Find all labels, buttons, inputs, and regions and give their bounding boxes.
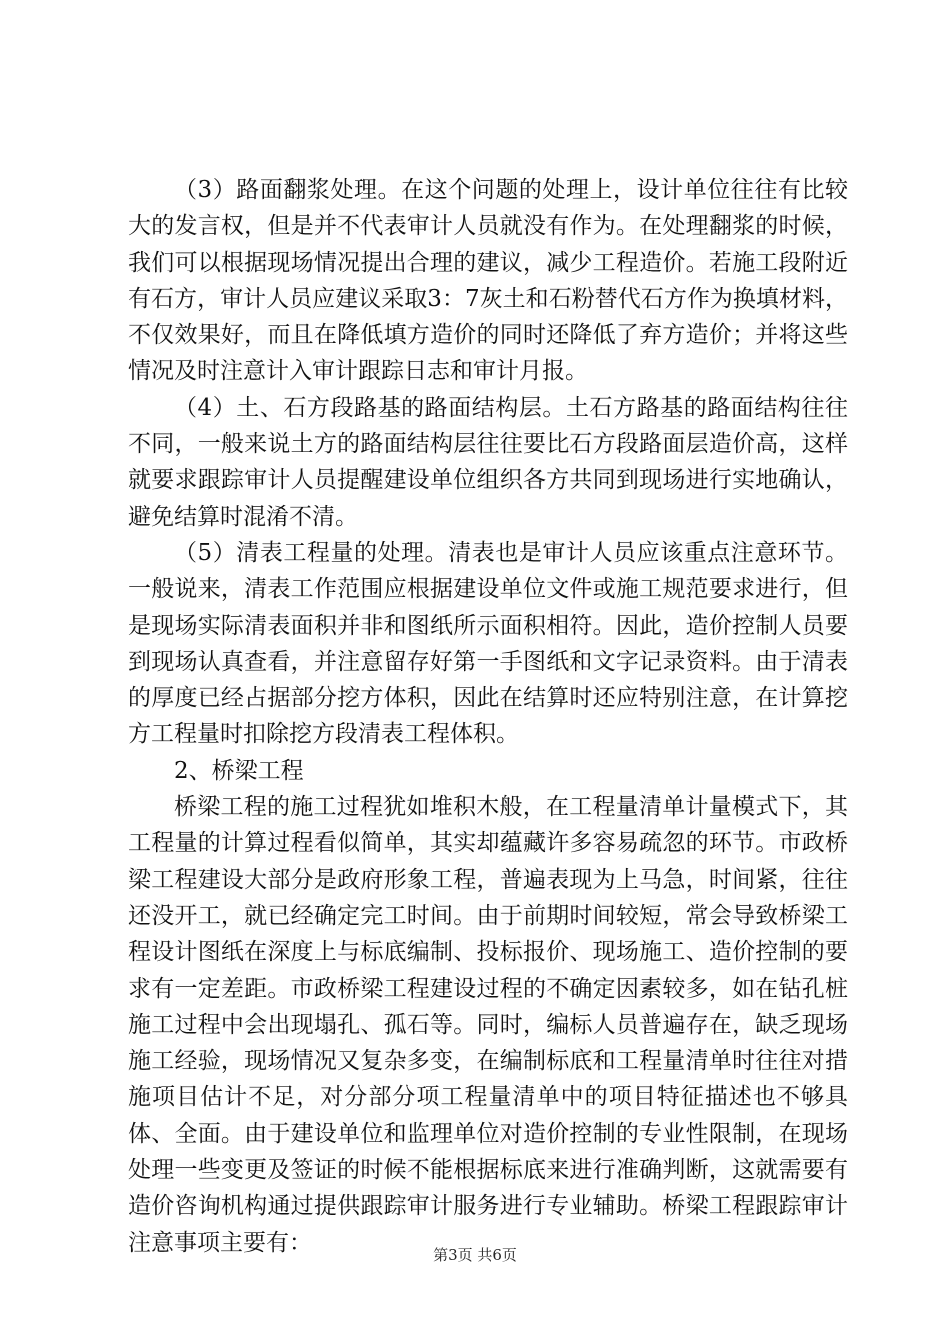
paragraph-subgrade-slurry: （3）路面翻浆处理。在这个问题的处理上，设计单位往往有比较大的发言权，但是并不代表审计人员就没有作为。在处理翻浆的时候，我们可以根据现场情况提出合理的建议，减少工程造价。若施工段附近有石方，审计人员应建议采取3：7灰土和石粉替代石方作为换填材料，不仅效果好，而且在降低填方造价的同时还降低了弃方造价；并将这些情况及时注意计入审计跟踪日志和审计月报。 [128, 177, 848, 385]
body-text [128, 172, 848, 1261]
paragraph-clearing-quantity: （5）清表工程量的处理。清表也是审计人员应该重点注意环节。一般说来，清表工作范围应根据建设单位文件或施工规范要求进行，但是现场实际清表面积并非和图纸所示面积相符。因此，造价控制人员要到现场认真查看，并注意留存好第一手图纸和文字记录资料。由于清表的厚度已经占据部分挖方体积，因此在结算时还应特别注意，在计算挖方工程量时扣除挖方段清表工程体积。 [128, 539, 848, 748]
paragraph-earth-rock-structure: （4）土、石方段路基的路面结构层。土石方路基的路面结构往往不同，一般来说土方的路面结构层往往要比石方段路面层造价高，这样就要求跟踪审计人员提醒建设单位组织各方共同到现场进行实地确认，避免结算时混淆不清。 [128, 394, 848, 530]
paragraph-bridge-engineering: 桥梁工程的施工过程犹如堆积木般，在工程量清单计量模式下，其工程量的计算过程看似简单，其实却蕴藏许多容易疏忽的环节。市政桥梁工程建设大部分是政府形象工程，普遍表现为上马急，时间紧，往往还没开工，就已经确定完工时间。由于前期时间较短，常会导致桥梁工程设计图纸在深度上与标底编制、投标报价、现场施工、造价控制的要求有一定差距。市政桥梁工程建设过程的不确定因素较多，如在钻孔桩施工过程中会出现塌孔、孤石等。同时，编标人员普遍存在，缺乏现场施工经验，现场情况又复杂多变，在编制标底和工程量清单时往往对措施项目估计不足，对分部分项工程量清单中的项目特征描述也不够具体、全面。由于建设单位和监理单位对造价控制的专业性限制，在现场处理一些变更及签证的时候不能根据标底来进行准确判断，这就需要有造价咨询机构通过提供跟踪审计服务进行专业辅助。桥梁工程跟踪审计注意事项主要有： [128, 794, 848, 1256]
section-heading-bridge: 2、桥梁工程 [174, 757, 304, 784]
page-footer: 第3页 共6页 [433, 1246, 517, 1264]
